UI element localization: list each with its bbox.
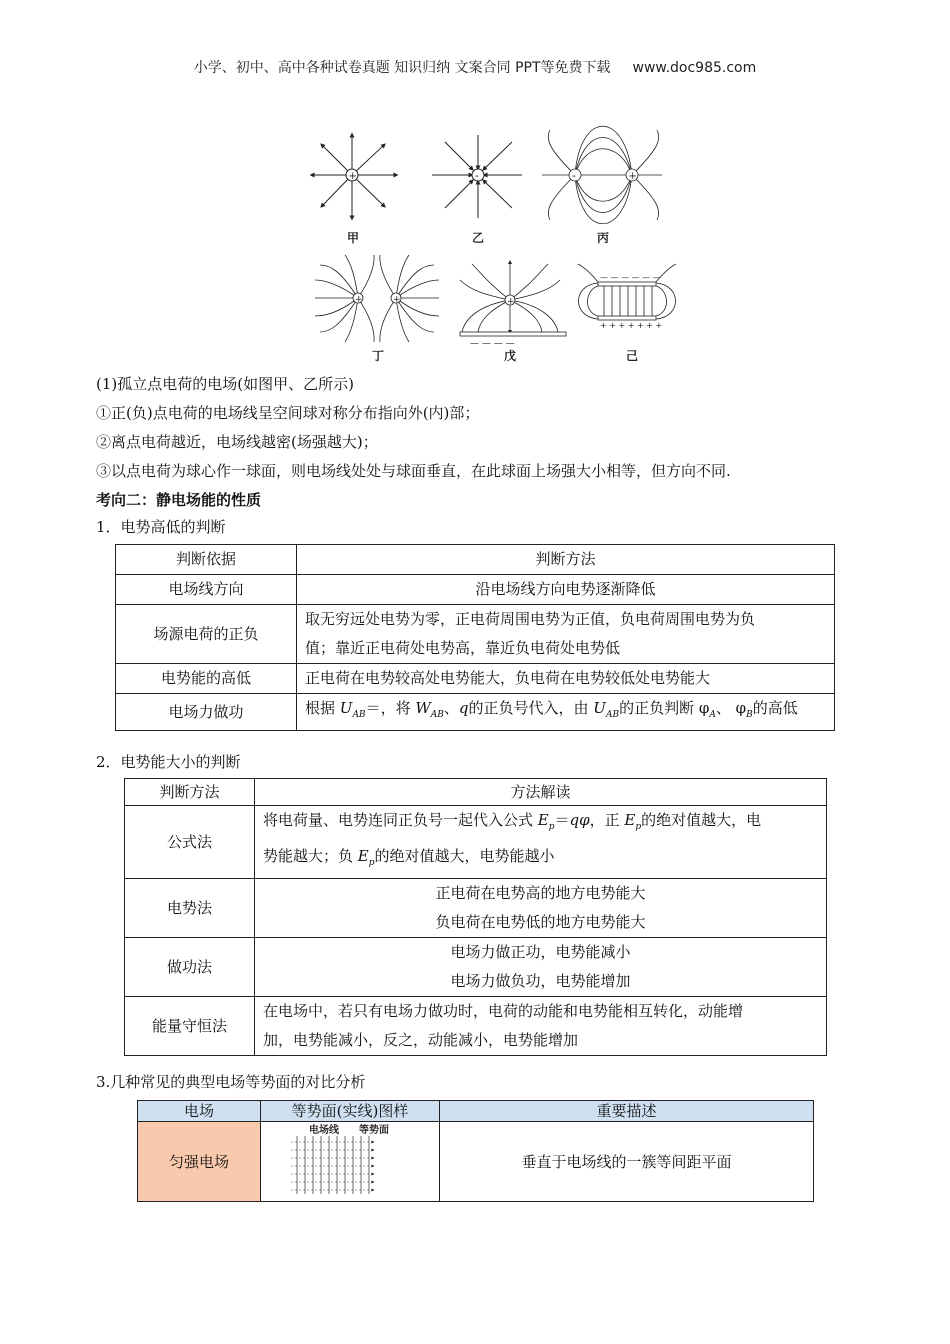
row-method: 电势法 [125, 879, 255, 938]
sub3-title: 3.几种常见的典型电场等势面的对比分析 [96, 1073, 366, 1091]
text-line-1: (1)孤立点电荷的电场(如图甲、乙所示) [96, 375, 354, 393]
svg-text:+: + [628, 171, 637, 182]
svg-text:+: + [507, 297, 515, 307]
svg-text:— — — — — —: — — — — — — [600, 273, 661, 282]
text-line-2: ①正(负)点电荷的电场线呈空间球对称分布指向外(内)部； [96, 404, 480, 422]
header-field: 电场 [138, 1101, 261, 1122]
table-row [125, 938, 827, 997]
table-row [116, 575, 835, 605]
text-line-3: ②离点电荷越近，电场线越密(场强越大)； [96, 433, 378, 451]
header-explain: 方法解读 [255, 779, 827, 806]
svg-text:— — — —: — — — — [470, 339, 515, 349]
row-method: 正电荷在电势较高处电势能大，负电荷在电势较低处电势能大 [297, 664, 835, 694]
svg-text:+ + + + + + +: + + + + + + + [600, 321, 663, 330]
uniform-field-diagram [261, 1122, 439, 1196]
fig-label-wu: 戊 [504, 349, 517, 363]
fig-label-field-line: 电场线 [309, 1125, 339, 1136]
svg-text:-: - [475, 169, 479, 182]
header-text: 小学、初中、高中各种试卷真题 知识归纳 文案合同 PPT等免费下载 [193, 60, 611, 76]
section-heading: 考向二：静电场能的性质 [96, 491, 262, 509]
table-row [125, 879, 827, 938]
row-basis: 电势能的高低 [116, 664, 297, 694]
field-uniform: 匀强电场 [138, 1122, 261, 1202]
figure-charge-plate [460, 262, 566, 349]
header-method: 判断方法 [297, 545, 835, 575]
row-method: 做功法 [125, 938, 255, 997]
table-header-row [138, 1101, 814, 1122]
row-basis: 场源电荷的正负 [116, 605, 297, 664]
table-row [116, 664, 835, 694]
fig-label-jia: 甲 [347, 231, 360, 245]
row-method: 沿电场线方向电势逐渐降低 [297, 575, 835, 605]
svg-text:+: + [355, 295, 363, 305]
table-header-row [116, 545, 835, 575]
row-method: 取无穷远处电势为零，正电荷周围电势为正值，负电荷周围电势为负 值；靠近正电荷处电势高，靠近负电荷处电势低 [297, 605, 835, 664]
potential-judgment-table [115, 544, 835, 731]
row-explain: 正电荷在电势高的地方电势能大 负电荷在电势低的地方电势能大 [255, 879, 827, 938]
row-basis: 电场力做功 [116, 694, 297, 731]
fig-label-bing: 丙 [597, 231, 610, 245]
table-header-row [125, 779, 827, 806]
fig-label-yi: 乙 [472, 231, 485, 245]
row-method: 能量守恒法 [125, 997, 255, 1056]
sub2-title: 2．电势能大小的判断 [96, 753, 241, 771]
table-row [138, 1122, 814, 1202]
figure-positive-charge [312, 135, 396, 218]
figure-parallel-plates [578, 264, 676, 330]
sub1-title: 1．电势高低的判断 [96, 518, 226, 536]
row-explain: 电场力做正功，电势能减小 电场力做负功，电势能增加 [255, 938, 827, 997]
electric-field-figures [300, 120, 680, 370]
page-header [0, 57, 950, 77]
energy-judgment-table [124, 778, 827, 1056]
table-row [125, 997, 827, 1056]
header-url[interactable]: www.doc985.com [632, 60, 757, 76]
header-method: 判断方法 [125, 779, 255, 806]
fig-label-ji: 己 [626, 349, 639, 363]
table-row [116, 694, 835, 731]
header-figure: 等势面(实线)图样 [261, 1101, 440, 1122]
figure-like-charges [315, 255, 439, 342]
svg-text:+: + [393, 295, 401, 305]
uniform-field-desc: 垂直于电场线的一簇等间距平面 [440, 1122, 814, 1202]
row-method: 公式法 [125, 806, 255, 879]
row-explain: 在电场中，若只有电场力做功时，电荷的动能和电势能相互转化，动能增 加，电势能减小，反之，动能减小，电势能增加 [255, 997, 827, 1056]
fig-label-equipotential: 等势面 [359, 1125, 389, 1136]
figure-dipole [542, 126, 662, 224]
row-basis: 电场线方向 [116, 575, 297, 605]
row-explain: 将电荷量、电势连同正负号一起代入公式 $E_p=q\varphi$，正 $E_p$的绝对值越大，电 势能越大；负 $E_p$的绝对值越大，电势能越小 [255, 806, 827, 879]
uniform-field-figure [261, 1122, 440, 1202]
fig-label-ding: 丁 [372, 349, 385, 363]
table-row [125, 806, 827, 879]
table-row [116, 605, 835, 664]
figure-negative-charge [432, 135, 522, 218]
equipotential-table [137, 1100, 814, 1202]
row-method: 根据 $U_{AB}=$，将 $W_{AB}$、q的正负号代入，由 $U_{AB}$的正负判断 $\varphi_A$、 $\varphi_B$的高低 [297, 694, 835, 731]
text-line-4: ③以点电荷为球心作一球面，则电场线处处与球面垂直，在此球面上场强大小相等，但方向不同. [96, 462, 731, 480]
svg-text:-: - [572, 169, 576, 182]
svg-text:+: + [348, 171, 357, 182]
header-basis: 判断依据 [116, 545, 297, 575]
header-desc: 重要描述 [440, 1101, 814, 1122]
